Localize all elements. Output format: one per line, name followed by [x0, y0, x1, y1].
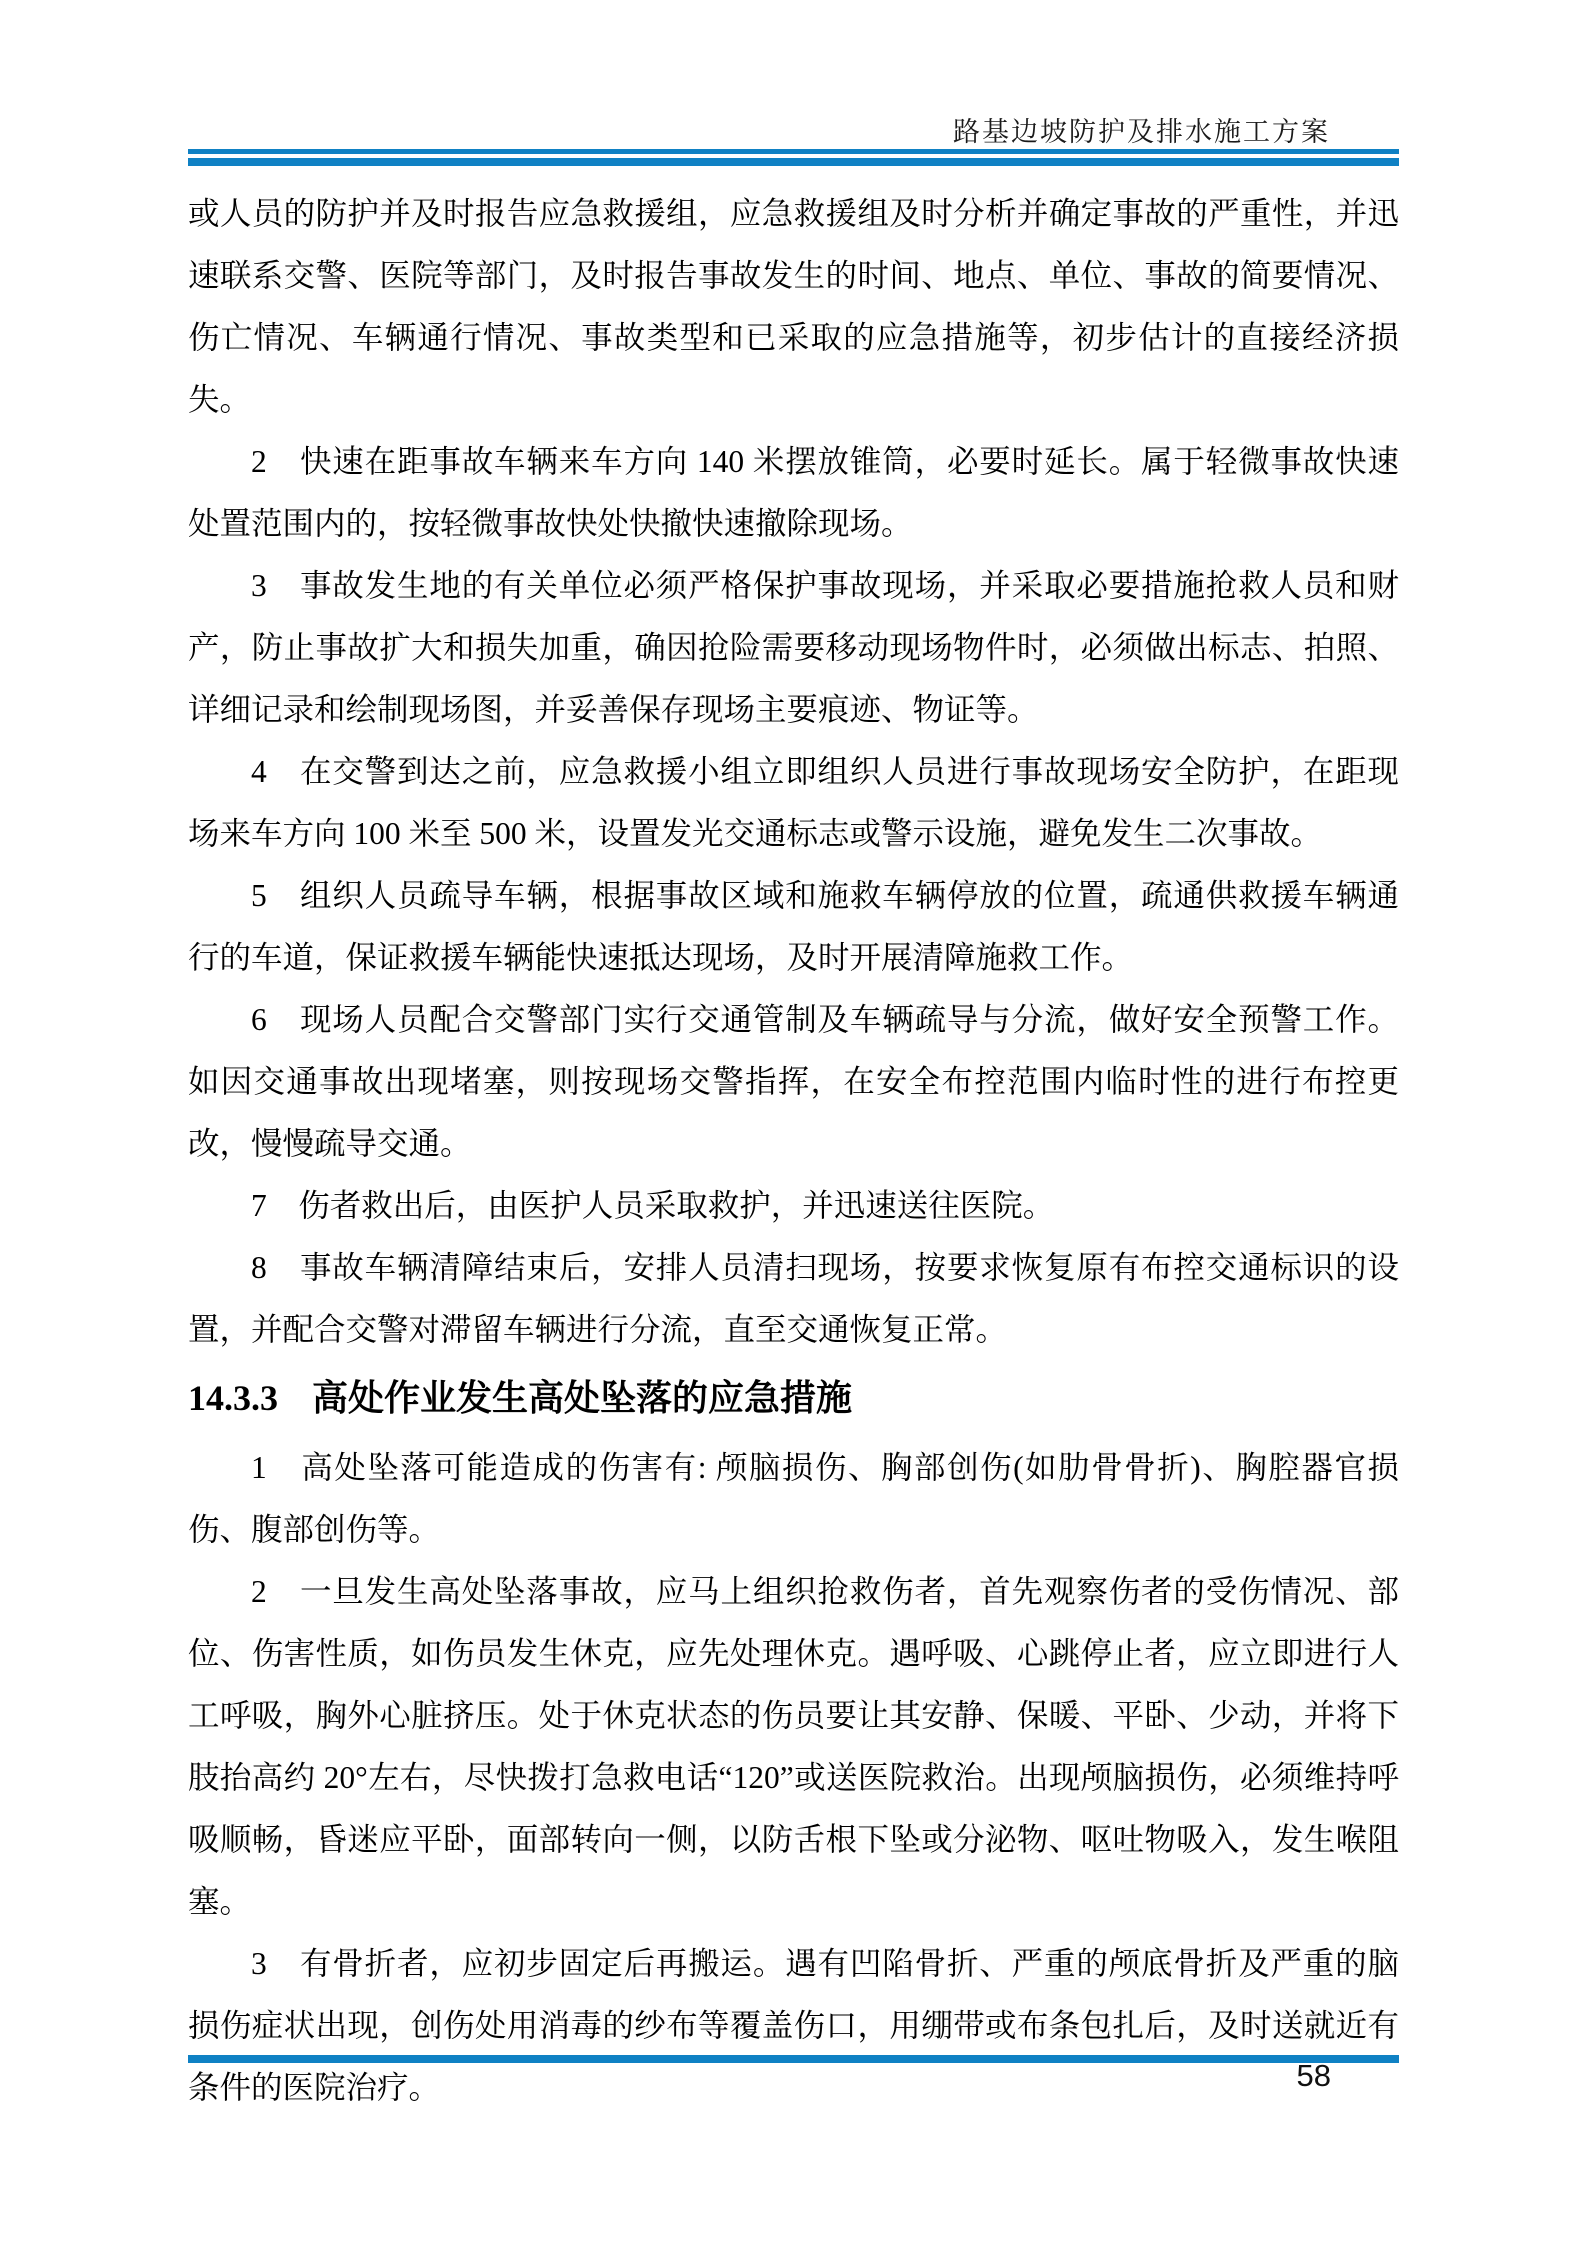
header-rule-thick: [188, 158, 1399, 166]
paragraph: 或人员的防护并及时报告应急救援组，应急救援组及时分析并确定事故的严重性，并迅速联系交警、医院等部门，及时报告事故发生的时间、地点、单位、事故的简要情况、伤亡情况、车辆通行情况、事故类型和已采取的应急措施等，初步估计的直接经济损失。: [188, 196, 1399, 417]
paragraph: 4 在交警到达之前，应急救援小组立即组织人员进行事故现场安全防护，在距现场来车方向 100 米至 500 米，设置发光交通标志或警示设施，避免发生二次事故。: [188, 754, 1399, 851]
paragraph: 2 快速在距事故车辆来车方向 140 米摆放锥筒，必要时延长。属于轻微事故快速处置范围内的，按轻微事故快处快撤快速撤除现场。: [188, 444, 1399, 541]
paragraph: 5 组织人员疏导车辆，根据事故区域和施救车辆停放的位置，疏通供救援车辆通行的车道，保证救援车辆能快速抵达现场，及时开展清障施救工作。: [188, 878, 1399, 975]
section-heading: [188, 1365, 1399, 1431]
footer: [188, 2058, 1399, 2094]
paragraph: 1 高处坠落可能造成的伤害有: 颅脑损伤、胸部创伤(如肋骨骨折)、胸腔器官损伤、腹部创伤等。: [188, 1450, 1399, 1547]
header-rule-thin: [188, 149, 1399, 154]
paragraph: 3 事故发生地的有关单位必须严格保护事故现场，并采取必要措施抢救人员和财产，防止事故扩大和损失加重，确因抢险需要移动现场物件时，必须做出标志、拍照、详细记录和绘制现场图，并妥善保存现场主要痕迹、物证等。: [188, 568, 1399, 727]
header-doc-title: 路基边坡防护及排水施工方案: [953, 117, 1330, 147]
paragraph: 7 伤者救出后，由医护人员采取救护，并迅速送往医院。: [251, 1188, 1055, 1223]
document-body: [188, 183, 1399, 2119]
paragraph: 2 一旦发生高处坠落事故，应马上组织抢救伤者，首先观察伤者的受伤情况、部位、伤害性质，如伤员发生休克，应先处理休克。遇呼吸、心跳停止者，应立即进行人工呼吸，胸外心脏挤压。处于休克状态的伤员要让其安静、保暖、平卧、少动，并将下肢抬高约 20°左右，尽快拨打急救电话“120”或送医院救治。出现颅脑损伤，必须维持呼吸顺畅，昏迷应平卧，面部转向一侧，以防舌根下坠或分泌物、呕吐物吸入，发生喉阻塞。: [188, 1574, 1399, 1919]
page-number: 58: [1296, 2058, 1331, 2093]
section-heading-number: 14.3.3: [188, 1378, 278, 1418]
paragraph: 6 现场人员配合交警部门实行交通管制及车辆疏导与分流，做好安全预警工作。如因交通事故出现堵塞，则按现场交警指挥，在安全布控范围内临时性的进行布控更改，慢慢疏导交通。: [188, 1002, 1399, 1161]
paragraph: 3 有骨折者，应初步固定后再搬运。遇有凹陷骨折、严重的颅底骨折及严重的脑损伤症状出现，创伤处用消毒的纱布等覆盖伤口，用绷带或布条包扎后，及时送就近有条件的医院治疗。: [188, 1946, 1399, 2105]
section-heading-title: 高处作业发生高处坠落的应急措施: [312, 1378, 853, 1418]
paragraph: 8 事故车辆清障结束后，安排人员清扫现场，按要求恢复原有布控交通标识的设置，并配合交警对滞留车辆进行分流，直至交通恢复正常。: [188, 1250, 1399, 1347]
